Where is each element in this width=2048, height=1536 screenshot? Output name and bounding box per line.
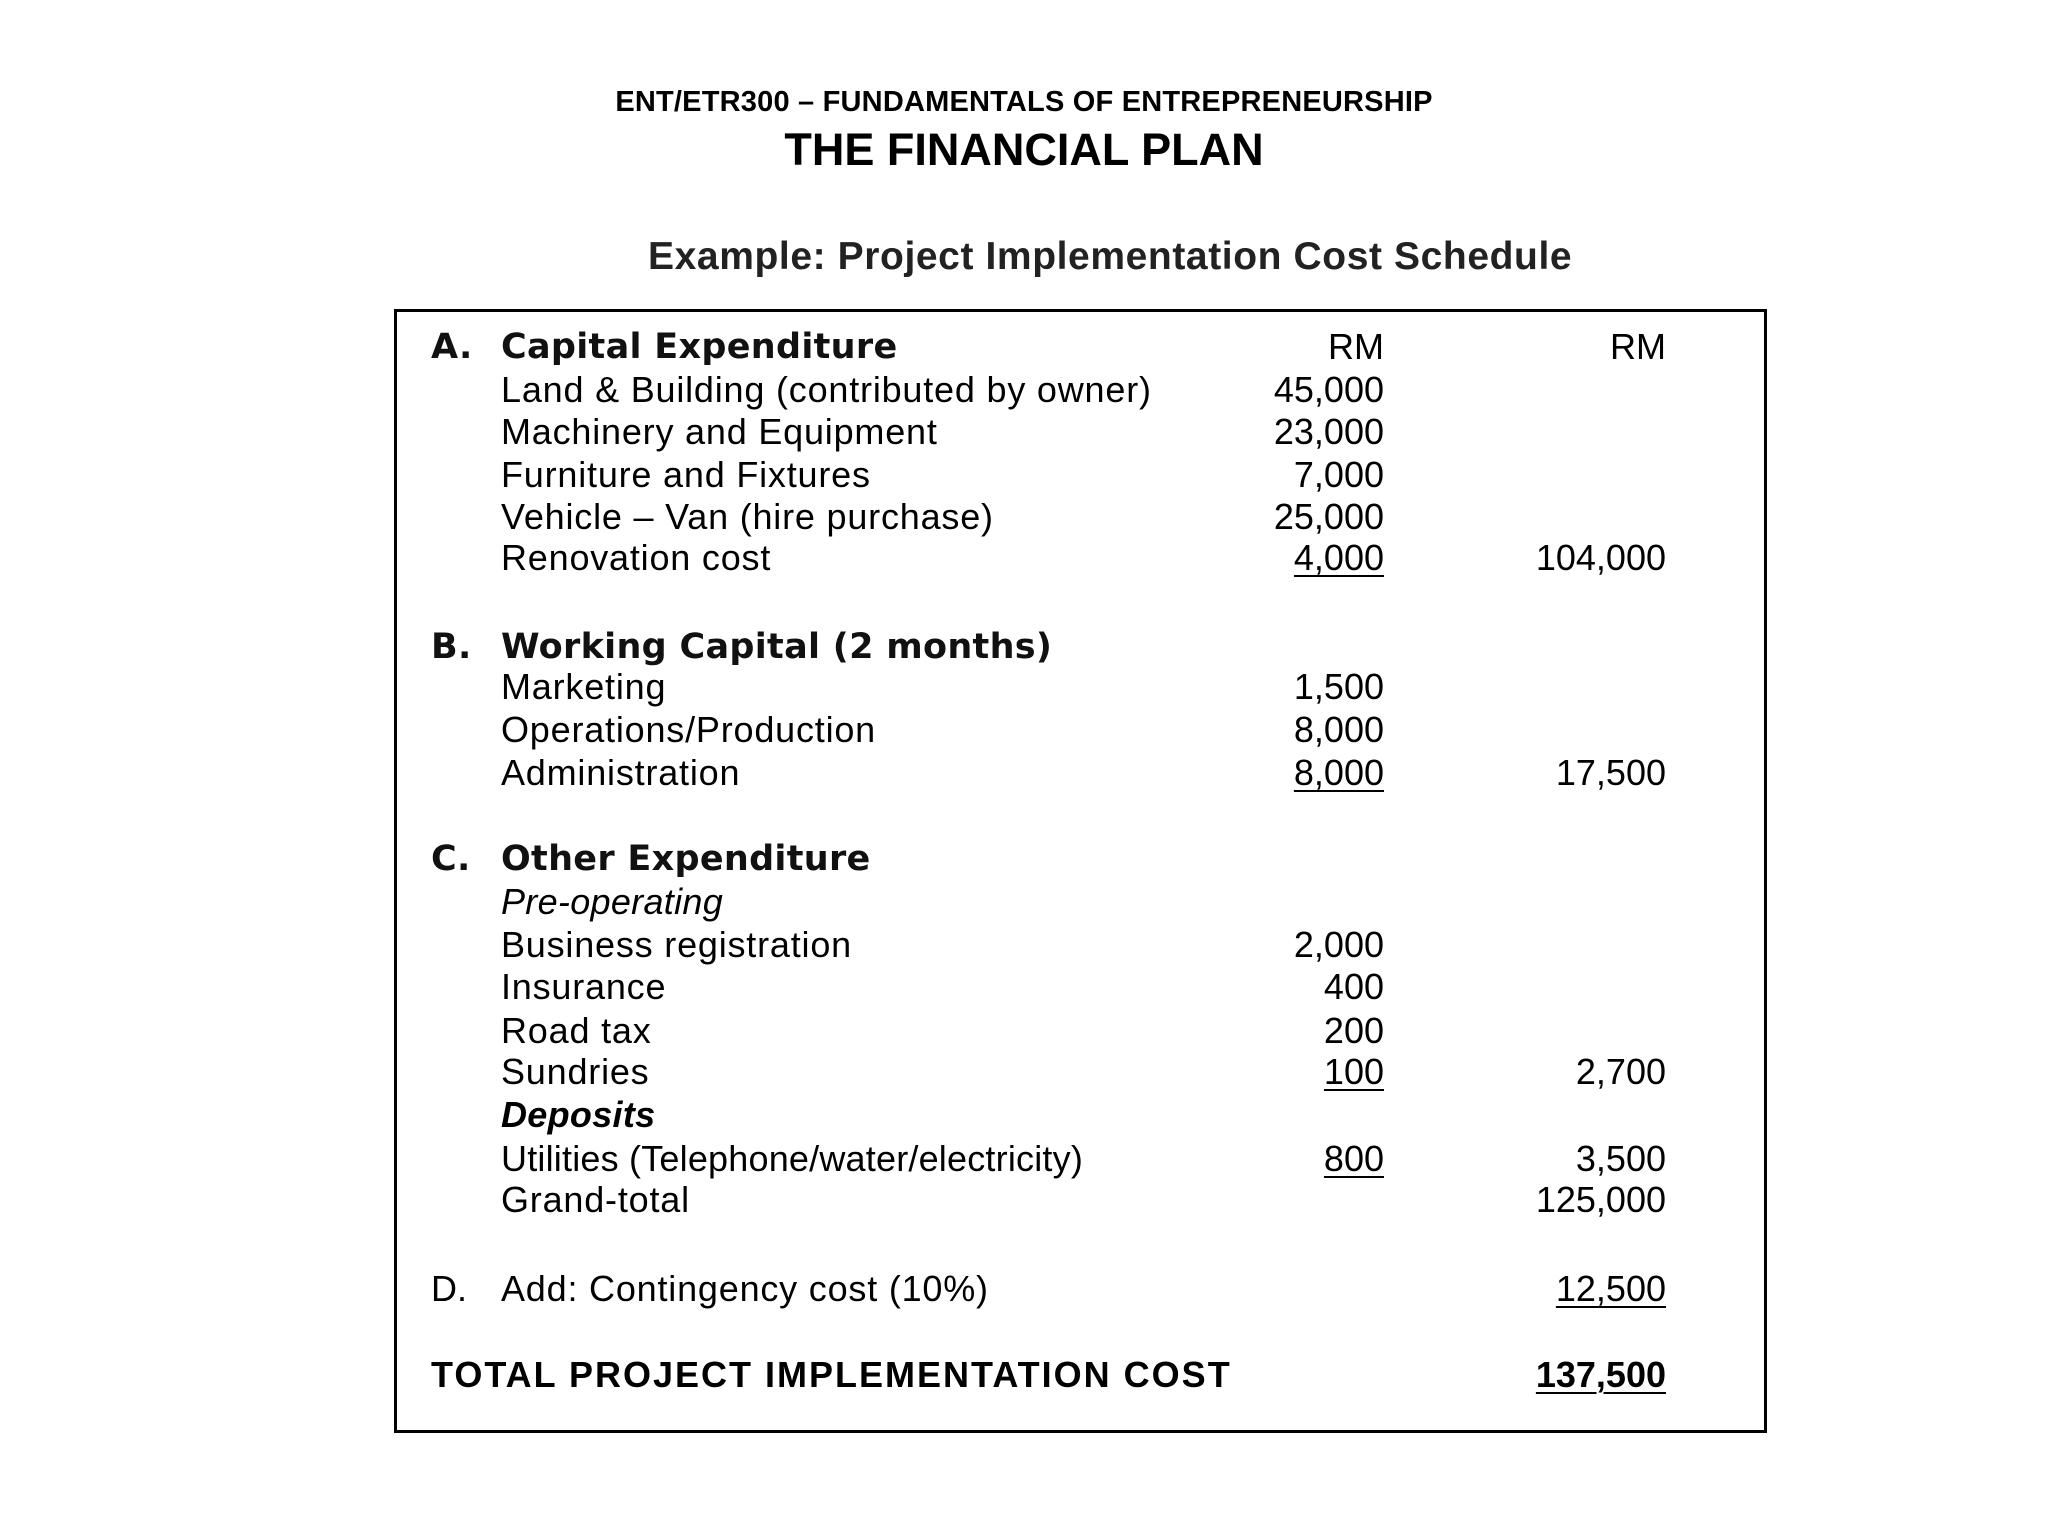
item-label: Land & Building (contributed by owner) [501,369,1152,410]
table-row [397,1137,1764,1181]
item-label: Business registration [501,924,852,965]
section-b-heading: Working Capital (2 months) [501,627,1053,667]
table-row [397,965,1764,1009]
total-value: 137,500 [1535,1354,1666,1395]
section-c-header-row [397,837,1764,881]
section-a-header-row [397,325,1764,369]
column-header-rm-right: RM [1610,326,1666,367]
item-amount: 2,000 [1293,924,1384,965]
item-label: Sundries [501,1051,650,1092]
page-title: THE FINANCIAL PLAN [784,124,1264,175]
example-title: Example: Project Implementation Cost Schedule [648,235,1573,278]
item-label: Utilities (Telephone/water/electricity) [501,1138,1084,1179]
preoperating-row [397,880,1764,924]
item-label: Renovation cost [501,537,772,578]
item-label: Vehicle – Van (hire purchase) [501,496,994,537]
table-row [397,665,1764,709]
column-header-rm-mid: RM [1328,326,1384,367]
grand-total-label: Grand-total [501,1179,690,1220]
section-d-letter: D. [431,1268,467,1309]
item-amount: 8,000 [1293,752,1384,793]
deposits-label: Deposits [501,1094,656,1135]
section-c-heading: Other Expenditure [501,839,871,879]
contingency-label: Add: Contingency cost (10%) [501,1268,989,1309]
item-amount: 200 [1323,1010,1384,1051]
table-row [397,751,1764,795]
table-row [397,1050,1764,1094]
grand-total-value: 125,000 [1535,1179,1666,1220]
table-row [397,923,1764,967]
section-a-letter: A. [431,327,473,367]
item-amount: 45,000 [1273,369,1384,410]
item-label: Administration [501,752,741,793]
item-amount: 4,000 [1293,537,1384,578]
item-amount: 1,500 [1293,666,1384,707]
table-row [397,1009,1764,1053]
item-label: Marketing [501,666,667,707]
item-label: Furniture and Fixtures [501,454,871,495]
table-row [397,410,1764,454]
item-amount: 23,000 [1273,411,1384,452]
section-b-letter: B. [431,627,472,667]
deposits-subtotal: 3,500 [1575,1138,1666,1179]
item-label: Insurance [501,966,667,1007]
course-header: ENT/ETR300 – FUNDAMENTALS OF ENTREPRENEURSHIP [615,86,1433,118]
section-b-subtotal: 17,500 [1555,752,1666,793]
contingency-row [397,1267,1764,1311]
grand-total-row [397,1178,1764,1222]
section-c-letter: C. [431,839,471,879]
section-a-heading: Capital Expenditure [501,327,898,367]
item-amount: 800 [1323,1138,1384,1179]
item-label: Operations/Production [501,709,877,750]
table-row [397,453,1764,497]
item-label: Road tax [501,1010,652,1051]
item-amount: 7,000 [1293,454,1384,495]
item-amount: 8,000 [1293,709,1384,750]
section-a-subtotal: 104,000 [1535,537,1666,578]
item-amount: 400 [1323,966,1384,1007]
cost-schedule-table [394,309,1767,1433]
table-row [397,368,1764,412]
table-row [397,536,1764,580]
preoperating-label: Pre-operating [501,881,724,922]
item-amount: 100 [1323,1051,1384,1092]
section-b-header-row [397,625,1764,669]
total-label: TOTAL PROJECT IMPLEMENTATION COST [431,1354,1232,1395]
table-row [397,708,1764,752]
deposits-row [397,1093,1764,1137]
total-row [397,1353,1764,1397]
preoperating-subtotal: 2,700 [1575,1051,1666,1092]
item-amount: 25,000 [1273,496,1384,537]
item-label: Machinery and Equipment [501,411,938,452]
contingency-value: 12,500 [1555,1268,1666,1309]
table-row [397,495,1764,539]
